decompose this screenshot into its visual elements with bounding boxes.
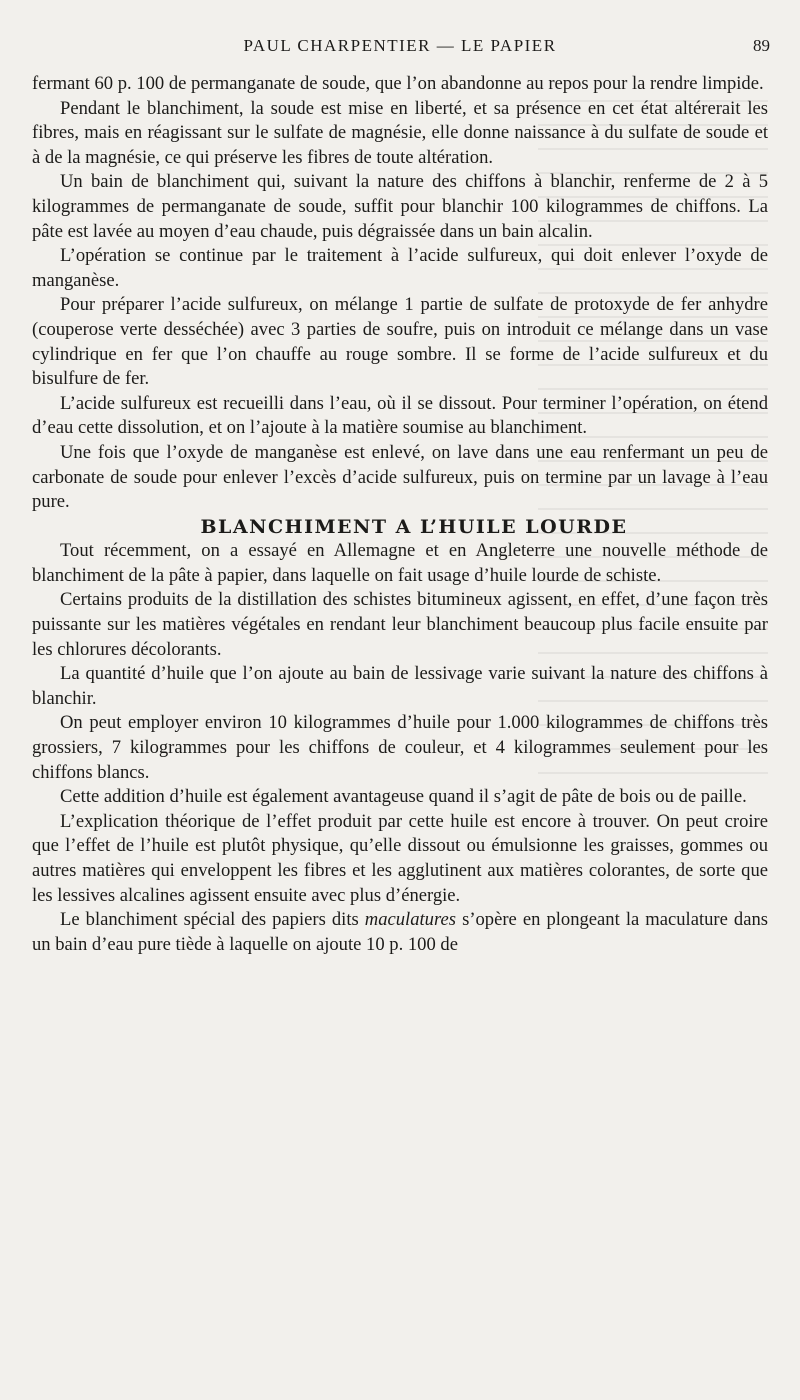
paragraph: Pour préparer l’acide sulfureux, on mélange 1 partie de sulfate de protoxyde de fer anhydre (couperose verte desséchée) avec 3 parties de soufre, puis on introduit ce mélange dans un vase cylindrique en fer que l’on chauffe au rouge sombre. Il se forme de l’acide sulfureux et du bisulfure de fer.	[32, 294, 768, 390]
body-text	[32, 72, 768, 957]
running-title: PAUL CHARPENTIER — LE PAPIER	[243, 36, 557, 55]
paragraph-last	[32, 908, 768, 957]
paragraph: Pendant le blanchiment, la soude est mise en liberté, et sa présence en cet état altérerait les fibres, mais en réagissant sur le sulfate de magnésie, elle donne naissance à du sulfate de soude et à de la magnésie, ce qui préserve les fibres de toute altération.	[32, 97, 768, 168]
paragraph: On peut employer environ 10 kilogrammes d’huile pour 1.000 kilogrammes de chiffons très grossiers, 7 kilogrammes pour les chiffons de couleur, et 4 kilogrammes seulement pour les chiffons blancs.	[32, 712, 768, 783]
paragraph: Tout récemment, on a essayé en Allemagne et en Angleterre une nouvelle méthode de blanchiment de la pâte à papier, dans laquelle on fait usage d’huile lourde de schiste.	[32, 540, 768, 586]
text-run: Le blanchiment spécial des papiers dits	[60, 909, 365, 931]
paragraph: Un bain de blanchiment qui, suivant la nature des chiffons à blanchir, renferme de 2 à 5 kilogrammes de permanganate de soude, suffit pour blanchir 100 kilogrammes de chiffons. La pâte est lavée au moyen d’eau chaude, puis dégraissée dans un bain alcalin.	[32, 171, 768, 242]
italic-term: maculatures	[364, 909, 457, 931]
paragraph: L’opération se continue par le traitement à l’acide sulfureux, qui doit enlever l’oxyde de manganèse.	[32, 245, 768, 291]
text-run: s’opère en plongeant la maculature dans un bain d’eau pure tiède à laquelle on ajoute 10 p. 100 de	[32, 909, 769, 955]
page-number: 89	[753, 36, 770, 55]
paragraph: L’acide sulfureux est recueilli dans l’eau, où il se dissout. Pour terminer l’opération, on étend d’eau cette dissolution, et on l’ajoute à la matière soumise au blanchiment.	[32, 392, 768, 439]
paragraph: Une fois que l’oxyde de manganèse est enlevé, on lave dans une eau renfermant un peu de carbonate de soude pour enlever l’excès d’acide sulfureux, puis on termine par un lavage à l’eau pure.	[32, 441, 768, 513]
section-heading: BLANCHIMENT A L’HUILE LOURDE	[200, 515, 628, 538]
paragraph: La quantité d’huile que l’on ajoute au bain de lessivage varie suivant la nature des chiffons à blanchir.	[32, 663, 768, 709]
running-header	[0, 36, 800, 60]
paragraph: Cette addition d’huile est également avantageuse quand il s’agit de pâte de bois ou de paille.	[60, 786, 747, 808]
paragraph: L’explication théorique de l’effet produit par cette huile est encore à trouver. On peut croire que l’effet de l’huile est plutôt physique, qu’elle dissout ou émulsionne les graisses, gommes ou autres matières qui enveloppent les fibres et les agglutinent aux matières colorantes, de sorte que les lessives alcalines agissent ensuite avec plus d’énergie.	[32, 810, 768, 906]
paragraph: Certains produits de la distillation des schistes bitumineux agissent, en effet, d’une façon très puissante sur les matières végétales en rendant leur blanchiment beaucoup plus facile ensuite par les chlorures décolorants.	[32, 589, 768, 660]
paragraph: fermant 60 p. 100 de permanganate de soude, que l’on abandonne au repos pour la rendre limpide.	[32, 73, 764, 94]
